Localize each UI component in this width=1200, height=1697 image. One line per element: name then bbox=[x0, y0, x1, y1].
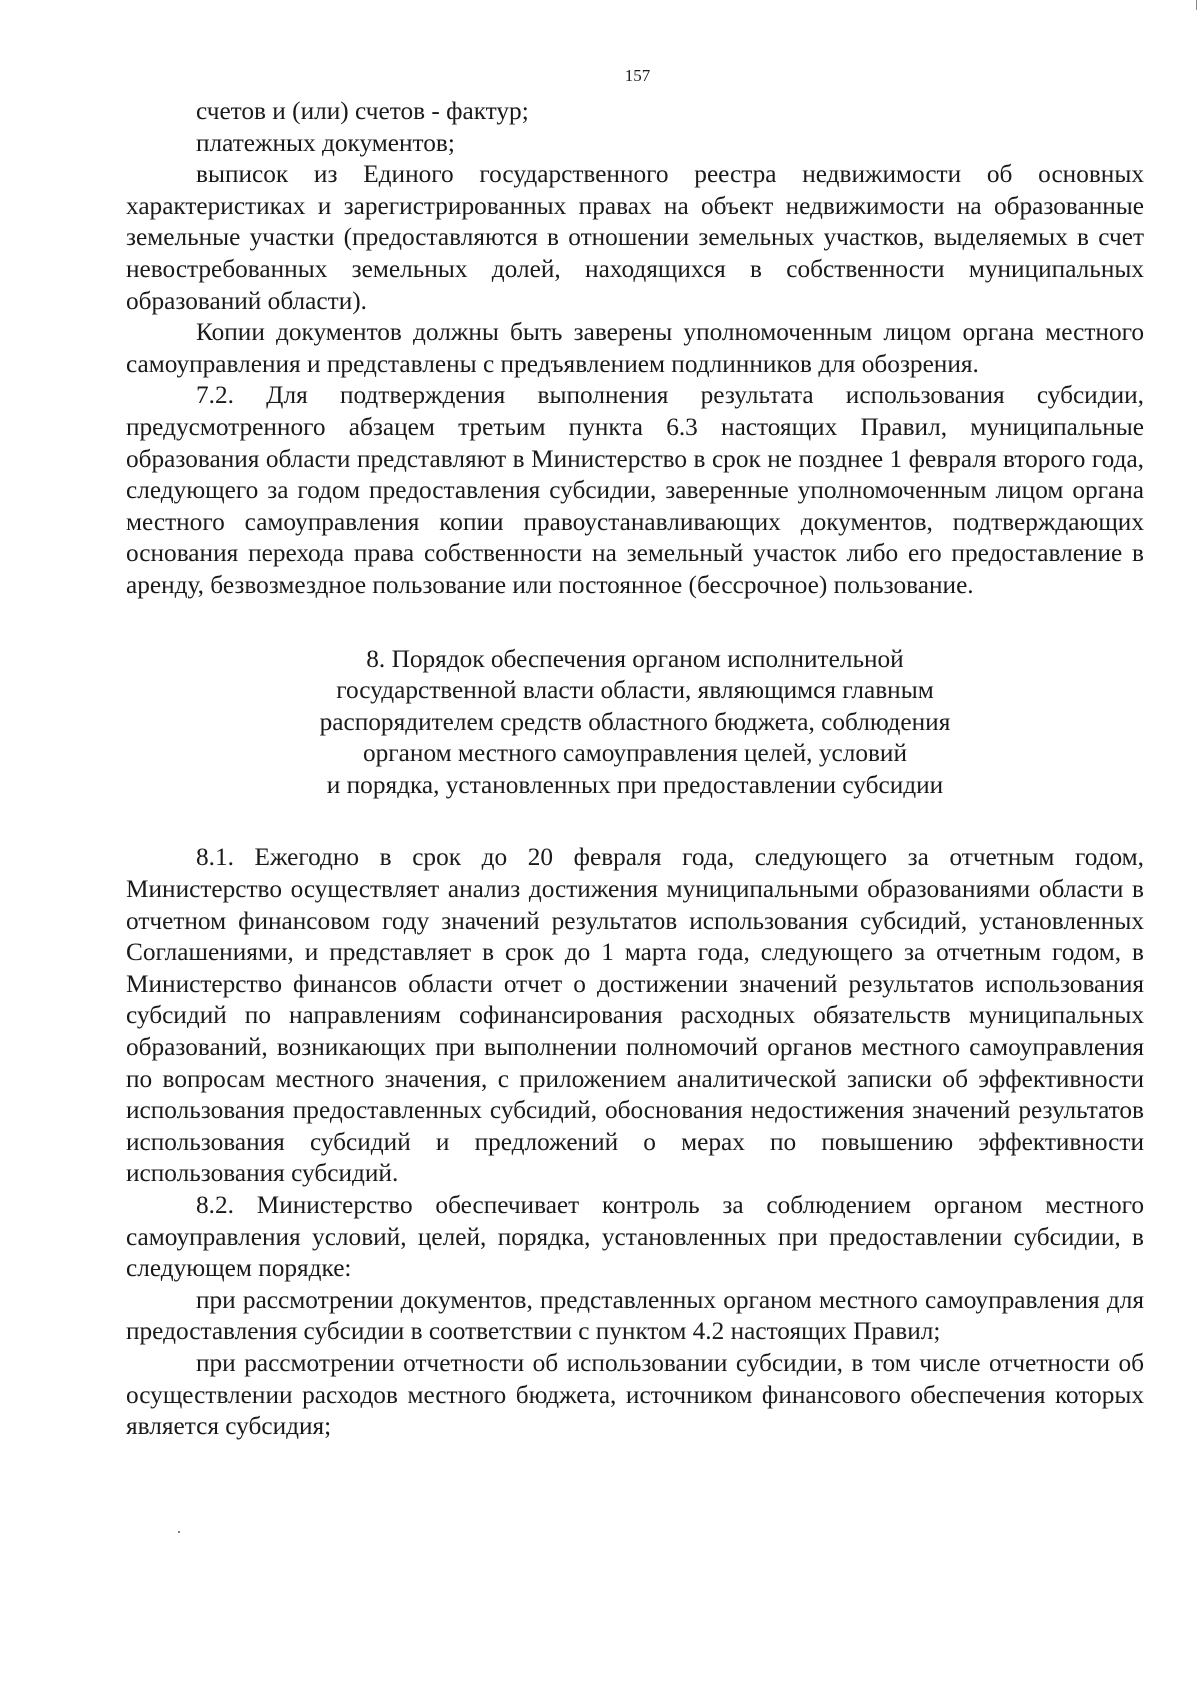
heading-line: 8. Порядок обеспечения органом исполнительной bbox=[366, 644, 904, 673]
page-number: 157 bbox=[624, 66, 651, 85]
paragraph-7-2: 7.2. Для подтверждения выполнения результата использования субсидии, предусмотренного абзацем третьим пункта 6.3 настоящих Правил, муниципальные образования области представляют в Министерство в срок не позднее 1 февраля второго года, следующего за годом предоставления субсидии, заверенные уполномоченным лицом органа местного самоуправления копии правоустанавливающих документов, подтверждающих основания перехода права собственности на земельный участок либо его предоставление в аренду, безвозмездное пользование или постоянное (бессрочное) пользование. bbox=[126, 381, 1144, 599]
paragraph: при рассмотрении документов, представленных органом местного самоуправления для предоставления субсидии в соответствии с пунктом 4.2 настоящих Правил; bbox=[126, 1285, 1144, 1346]
heading-line: государственной власти области, являющимся главным bbox=[336, 676, 934, 705]
paragraph: платежных документов; bbox=[196, 128, 455, 157]
scan-edge-mark bbox=[1196, 0, 1197, 10]
paragraph-8-2: 8.2. Министерство обеспечивает контроль за соблюдением органом местного самоуправления условий, целей, порядка, установленных при предоставлении субсидии, в следующем порядке: bbox=[126, 1191, 1144, 1283]
paragraph: Копии документов должны быть заверены уполномоченным лицом органа местного самоуправления и представлены с предъявлением подлинников для обозрения. bbox=[126, 318, 1144, 378]
paragraph: выписок из Единого государственного реестра недвижимости об основных характеристиках и зарегистрированных правах на объект недвижимости на образованные земельные участки (предоставляются в отношении земельных участков, выделяемых в счет невостребованных земельных долей, находящихся в собственности муниципальных образований области). bbox=[126, 160, 1144, 315]
paragraph: счетов и (или) счетов - фактур; bbox=[196, 97, 529, 125]
paragraph-8-1: 8.1. Ежегодно в срок до 20 февраля года, следующего за отчетным годом, Министерство осуществляет анализ достижения муниципальными образованиями области в отчетном финансовом году значений результатов использования субсидий, установленных Соглашениями, и представляет в срок до 1 марта года, следующего за отчетным годом, в Министерство финансов области отчет о достижении значений результатов использования субсидий по направлениям софинансирования расходных обязательств муниципальных образований, возникающих при выполнении полномочий органов местного самоуправления по вопросам местного значения, с приложением аналитической записки об эффективности использования предоставленных субсидий, обоснования недостижения значений результатов использования субсидий и предложений о мерах по повышению эффективности использования субсидий. bbox=[126, 843, 1144, 1188]
heading-line: распорядителем средств областного бюджета, соблюдения bbox=[319, 707, 951, 736]
document-body bbox=[126, 96, 1144, 1443]
heading-line: органом местного самоуправления целей, условий bbox=[363, 739, 907, 768]
paragraph: при рассмотрении отчетности об использовании субсидии, в том числе отчетности об осуществлении расходов местного бюджета, источником финансового обеспечения которых является субсидия; bbox=[126, 1348, 1144, 1441]
section-heading bbox=[126, 644, 1144, 802]
heading-line: и порядка, установленных при предоставлении субсидии bbox=[326, 770, 944, 799]
scan-speck bbox=[178, 1531, 180, 1533]
